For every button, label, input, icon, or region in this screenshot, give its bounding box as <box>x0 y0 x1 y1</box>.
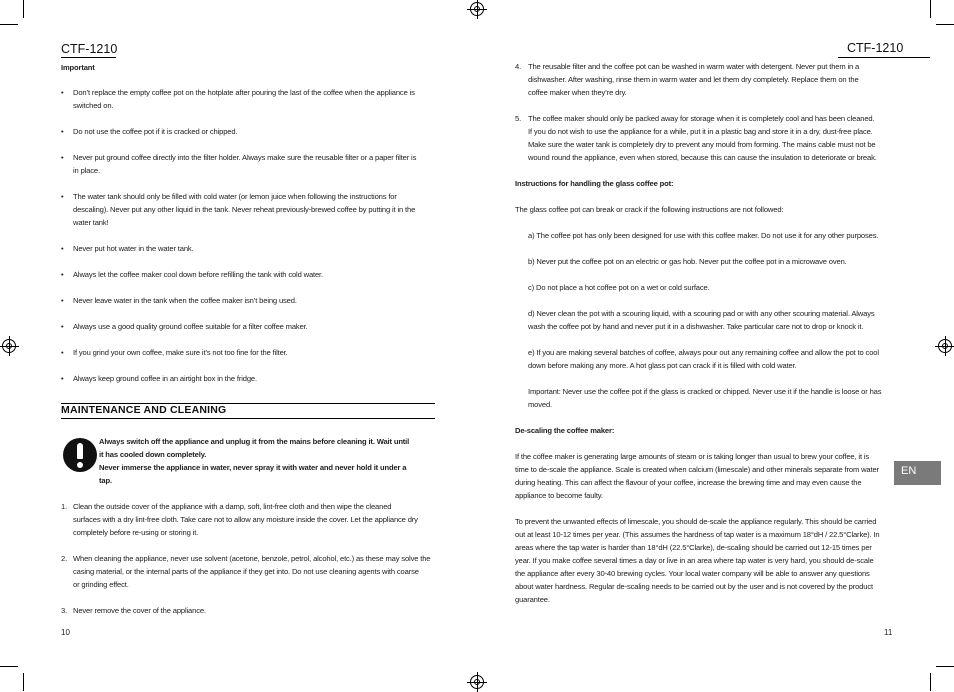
crop-mark <box>23 673 24 691</box>
crop-mark <box>936 666 954 667</box>
page-number: 10 <box>61 628 70 637</box>
list-item: descaling). Never put any other liquid in the tank. Never reheat previously-brewed coffee by putting it in the <box>73 205 416 214</box>
step-line: coffee maker when they’re dry. <box>528 88 627 97</box>
bullet-icon: • <box>61 296 64 305</box>
language-tab <box>894 461 941 485</box>
paragraph-line: year. If you make coffee several times a day or live in an area where tap water is very hard, you should de-scale <box>515 556 874 565</box>
list-item: water tank! <box>73 218 109 227</box>
crop-mark <box>930 0 931 18</box>
bullet-icon: • <box>61 153 64 162</box>
list-item: in place. <box>73 166 100 175</box>
glass-pot-item: down before making any more. A hot glass pot can crack if it is filled with cold water. <box>528 361 797 370</box>
warning-line: Always switch off the appliance and unplug it from the mains before cleaning it. Wait until <box>99 437 410 446</box>
bullet-icon: • <box>61 88 64 97</box>
crop-mark <box>930 673 931 691</box>
bullet-icon: • <box>61 348 64 357</box>
registration-mark-icon <box>2 339 16 353</box>
list-item: Never leave water in the tank when the coffee maker isn’t being used. <box>73 296 297 305</box>
list-item: Don’t replace the empty coffee pot on the hotplate after pouring the last of the coffee when the appliance is <box>73 88 415 97</box>
glass-pot-item: Important: Never use the coffee pot if the glass is cracked or chipped. Never use it if the handle is loose or has <box>528 387 882 396</box>
bullet-icon: • <box>61 192 64 201</box>
glass-pot-item: moved. <box>528 400 553 409</box>
step-line: dishwasher. After washing, rinse them in warm water and let them dry completely. Replace them on the <box>528 75 859 84</box>
paragraph-line: To prevent the unwanted effects of limescale, you should de-scale the appliance regularly. This should be carried <box>515 517 877 526</box>
bullet-icon: • <box>61 322 64 331</box>
step-number: 5. <box>515 114 522 123</box>
glass-pot-item: wash the coffee pot by hand and never put it in a dishwasher. Take particular care not to drop or knock it. <box>528 322 864 331</box>
page-number: 11 <box>884 628 893 637</box>
step-line: or grinding effect. <box>73 580 129 589</box>
paragraph-line: during heating. This can affect the flavour of your coffee, increase the brewing time and may even cause the <box>515 478 862 487</box>
list-item: Never put ground coffee directly into the filter holder. Always make sure the reusable filter or a paper filter is <box>73 153 417 162</box>
crop-mark <box>0 666 18 667</box>
list-item: Always keep ground coffee in an airtight box in the fridge. <box>73 374 257 383</box>
registration-mark-icon <box>470 2 484 16</box>
warning-line: Never immerse the appliance in water, never spray it with water and never hold it under a <box>99 463 407 472</box>
paragraph-line: the appliance after every 30-40 brewing cycles. Your local water company will be able to answer any questions <box>515 569 870 578</box>
step-line: Never remove the cover of the appliance. <box>73 606 206 615</box>
section-title: MAINTENANCE AND CLEANING <box>61 404 227 416</box>
step-number: 1. <box>61 502 68 511</box>
glass-pot-item: d) Never clean the pot with a scouring liquid, with a scouring pad or with any other scouring material. Always <box>528 309 875 318</box>
paragraph-line: areas where the tap water is harder than 18°dH (22.5°Clarke), de-scaling should be carried out 12-15 times per <box>515 543 872 552</box>
descaling-heading: De-scaling the coffee maker: <box>515 426 615 435</box>
paragraph-line: about water hardness. Regular de-scaling needs to be carried out by the user and is not covered by the product <box>515 582 873 591</box>
section-rule-top <box>61 403 435 404</box>
glass-pot-item: c) Do not place a hot coffee pot on a wet or cold surface. <box>528 283 710 292</box>
step-line: The coffee maker should only be packed away for storage when it is completely cool and has been cleaned. <box>528 114 875 123</box>
glass-pot-item: a) The coffee pot has only been designed for use with this coffee maker. Do not use it for any other purposes. <box>528 231 879 240</box>
warning-line: it has cooled down completely. <box>99 450 207 459</box>
step-line: wound round the appliance, even when stored, because this can cause the insulation to deteriorate or break. <box>528 153 877 162</box>
bullet-icon: • <box>61 244 64 253</box>
model-number: CTF-1210 <box>847 41 904 55</box>
step-line: surfaces with a dry lint-free cloth. Take care not to allow any moisture inside the cover. Let the appliance dry <box>73 515 418 524</box>
bullet-icon: • <box>61 374 64 383</box>
step-line: When cleaning the appliance, never use solvent (acetone, benzole, petrol, alcohol, etc.) as these may solve the <box>73 554 431 563</box>
crop-mark <box>936 24 954 25</box>
paragraph-line: guarantee. <box>515 595 550 604</box>
paragraph-line: time to de-scale the appliance. Scale is created when calcium (limescale) and other minerals separate from water <box>515 465 879 474</box>
step-line: The reusable filter and the coffee pot can be washed in warm water with detergent. Never put them in a <box>528 62 860 71</box>
important-heading: Important <box>61 63 95 72</box>
list-item: Do not use the coffee pot if it is cracked or chipped. <box>73 127 238 136</box>
crop-mark <box>0 24 18 25</box>
crop-mark <box>23 0 24 18</box>
paragraph-line: appliance to become faulty. <box>515 491 603 500</box>
glass-pot-intro: The glass coffee pot can break or crack if the following instructions are not followed: <box>515 205 784 214</box>
step-number: 3. <box>61 606 68 615</box>
glass-pot-heading: Instructions for handling the glass coffee pot: <box>515 179 674 188</box>
glass-pot-item: b) Never put the coffee pot on an electric or gas hob. Never put the coffee pot in a microwave oven. <box>528 257 847 266</box>
glass-pot-item: e) If you are making several batches of coffee, always pour out any remaining coffee and allow the pot to cool <box>528 348 879 357</box>
registration-mark-icon <box>470 675 484 689</box>
model-number: CTF-1210 <box>61 42 118 56</box>
bullet-icon: • <box>61 127 64 136</box>
step-line: If you do not wish to use the appliance for a while, put it in a plastic bag and store it in a dry, dust-free place. <box>528 127 873 136</box>
step-line: casing material, or the internal parts of the appliance if they get into. Do not use cleaning agents with coarse <box>73 567 419 576</box>
step-number: 4. <box>515 62 522 71</box>
list-item: Never put hot water in the water tank. <box>73 244 194 253</box>
step-line: completely before re-using or storing it. <box>73 528 199 537</box>
warning-line: tap. <box>99 476 112 485</box>
header-rule <box>61 57 116 58</box>
list-item: If you grind your own coffee, make sure it’s not too fine for the filter. <box>73 348 288 357</box>
header-rule <box>838 57 930 58</box>
paragraph-line: out at least 10-12 times per year. (This assumes the hardness of tap water is a maximum 18°dH / 22.5°Clarke). In <box>515 530 880 539</box>
list-item: The water tank should only be filled with cold water (or lemon juice when following the instructions for <box>73 192 397 201</box>
step-number: 2. <box>61 554 68 563</box>
step-line: Make sure the water tank is completely dry to prevent any mould from forming. The mains cable must not be <box>528 140 876 149</box>
list-item: Always let the coffee maker cool down before refilling the tank with cold water. <box>73 270 323 279</box>
bullet-icon: • <box>61 270 64 279</box>
registration-mark-icon <box>938 339 952 353</box>
warning-exclamation-icon <box>63 438 97 472</box>
step-line: Clean the outside cover of the appliance with a damp, soft, lint-free cloth and then wipe the cleaned <box>73 502 392 511</box>
list-item: Always use a good quality ground coffee suitable for a filter coffee maker. <box>73 322 308 331</box>
section-rule-bottom <box>61 418 435 419</box>
language-tab-label: EN <box>901 465 917 477</box>
paragraph-line: If the coffee maker is generating large amounts of steam or is taking longer than usual to brew your coffee, it is <box>515 452 870 461</box>
list-item: switched on. <box>73 101 114 110</box>
